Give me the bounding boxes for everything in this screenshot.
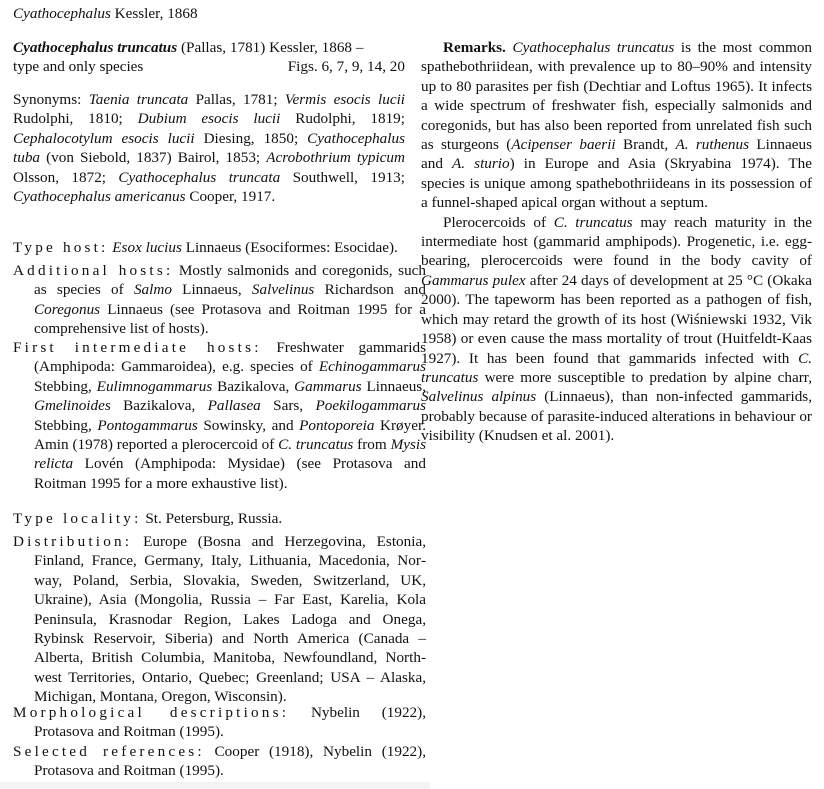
- italic-taxon: Acipenser baerii: [511, 136, 616, 154]
- selected-references-entry: [13, 742, 426, 781]
- remarks-section: [421, 38, 812, 446]
- paragraph-body: Plerocercoids of C. truncatus may reach maturity in the intermediate host (gammarid amphipods). Progenetic, i.e. egg-bearing, plerocercoids were found in the body cavity of Gammarus pulex after 24 days of development at 25 °C (Okaka 2000). The tapeworm has been reported as a pathogen of fish, which may retard the growth of its host (Wiśniewski 1932, Vik 1958) or even cause the mass mortality of trout (Huitfeldt-Kaas 1927). It has been found that gammarids infected with C. truncatus were more susceptible to predation by alpine charr, Salvelinus alpinus (Linnaeus), than non-infected gammarids, probably because of parasite-induced alterations in behaviour or visibility (Knudsen et al. 2001).: [421, 213, 812, 445]
- italic-taxon: Coregonus: [34, 300, 101, 318]
- remarks-paragraph-1: [421, 38, 812, 213]
- italic-taxon: Eulimnogammarus: [96, 377, 213, 395]
- entry-label: Morphological descriptions:: [13, 704, 290, 721]
- italic-taxon: Taenia truncata: [88, 91, 189, 108]
- remarks-paragraph-2: [421, 213, 812, 446]
- italic-taxon: Cyathocephalus truncata: [118, 168, 281, 186]
- italic-taxon: Gammarus: [294, 377, 362, 395]
- italic-taxon: Cyathocephalus americanus: [13, 188, 186, 206]
- entry-label: First intermediate hosts:: [13, 339, 262, 356]
- paragraph-body: Cyathocephalus truncatus is the most common spathebothriidean, with prevalence up to 80–90% and intensity up to 80 parasites per fish (Dechtiar and Loftus 1965). It infects a wide spectrum of freshwater fish, especially salmonids and coregonids, but has also been reported from unrelated fish such as sturgeons (Acipenser baerii Brandt, A. ruthenus Linnaeus and A. sturio) in Europe and Asia (Skryabina 1974). The species is unique among spathebothriideans in its possession of a funnel-shaped apical organ without a septum.: [421, 39, 813, 212]
- entry-body: St. Petersburg, Russia.: [141, 510, 283, 527]
- italic-taxon: C. truncatus: [278, 436, 354, 454]
- entry-body: Esox lucius Linnaeus (Esociformes: Esocidae).: [112, 239, 398, 256]
- italic-taxon: Acrobothrium typicum: [266, 149, 405, 167]
- synonyms-paragraph: [13, 90, 405, 206]
- species-name: Cyathocephalus truncatus: [13, 39, 178, 56]
- italic-taxon: C. truncatus: [421, 349, 812, 386]
- italic-taxon: A. sturio: [452, 155, 510, 173]
- entry-body: Mostly salmonids and coregonids, such as species of Salmo Linnaeus, Salvelinus Richardson and Coregonus Linnaeus (see Protasova and Roitman 1995 for a comprehensive list of hosts).: [34, 262, 427, 338]
- italic-taxon: Cyathocephalus tuba: [13, 129, 405, 167]
- italic-taxon: Gmelinoides: [34, 397, 111, 415]
- italic-taxon: C. truncatus: [553, 213, 633, 231]
- morphological-descriptions-entry: [13, 703, 426, 742]
- entry-label: Type host:: [13, 239, 109, 256]
- italic-taxon: Poekilogammarus: [315, 397, 426, 415]
- species-author: (Pallas, 1781) Kessler, 1868 –: [177, 39, 364, 56]
- genus-author: Kessler, 1868: [110, 5, 198, 22]
- italic-taxon: Cephalocotylum esocis lucii: [13, 129, 195, 147]
- italic-taxon: Cyathocephalus truncatus: [512, 39, 675, 56]
- type-host-entry: [13, 238, 426, 257]
- entry-label: Distribution:: [13, 533, 133, 550]
- italic-taxon: Esox lucius: [112, 239, 182, 256]
- species-note: type and only species: [13, 58, 144, 76]
- page-bottom-edge: [0, 782, 430, 789]
- italic-taxon: Pontoporeia: [299, 416, 375, 434]
- entry-body: Freshwater gammarids (Amphipoda: Gammaroidea), e.g. species of Echinogammarus Stebbing, Eulimnogammarus Bazikalova, Gammarus Linnaeus, Gmelinoides Bazikalova, Pallasea Sars, Poekilogammarus Stebbing, Pontogammarus Sowinsky, and Pontoporeia Krøyer. Amin (1978) reported a plerocercoid of C. truncatus from Mysis relicta Lovén (Amphipoda: Mysidae) (see Protasova and Roitman 1995 for a more exhaustive list).: [34, 339, 426, 492]
- entry-label: Additional hosts:: [13, 262, 174, 279]
- figure-references: Figs. 6, 7, 9, 14, 20: [287, 58, 405, 76]
- italic-taxon: Salvelinus: [251, 281, 315, 299]
- entry-label: Selected references:: [13, 743, 205, 760]
- italic-taxon: Dubium esocis lucii: [137, 110, 281, 128]
- italic-taxon: A. ruthenus: [675, 136, 750, 154]
- remarks-label: Remarks.: [443, 39, 506, 56]
- italic-taxon: Salvelinus alpinus: [421, 388, 537, 406]
- entry-label: Type locality:: [13, 510, 142, 527]
- distribution-entry: [13, 532, 426, 707]
- italic-taxon: Salmo: [133, 281, 172, 299]
- entry-body: Europe (Bosna and Herzegovina, Estonia, Finland, France, Germany, Italy, Lithuania, Macedonia, Norway, Poland, Serbia, Slovakia, Sweden, Switzerland, UK, Ukraine), Asia (Mongolia, Russia – Far East, Karelia, Kola Peninsula, Krasnodar Region, Lakes Ladoga and Onega, Rybinsk Reservoir, Siberia) and North America (Canada – Alberta, British Columbia, Manitoba, Newfoundland, Northwest Territories, Ontario, Quebec; Greenland; USA – Alaska, Michigan, Montana, Oregon, Wisconsin).: [34, 533, 426, 706]
- italic-taxon: Pontogammarus: [97, 416, 198, 434]
- entry-body: Cooper (1918), Nybelin (1922), Protasova and Roitman (1995).: [34, 743, 426, 780]
- italic-taxon: Vermis esocis lucii: [284, 91, 406, 108]
- type-locality-entry: [13, 509, 426, 528]
- italic-taxon: Mysis relicta: [34, 436, 426, 473]
- genus-heading: [13, 4, 198, 23]
- synonyms-label: Synonyms:: [13, 91, 89, 108]
- additional-hosts-entry: [13, 261, 426, 339]
- first-intermediate-hosts-entry: [13, 338, 426, 493]
- species-heading: [13, 38, 405, 77]
- genus-name: Cyathocephalus: [13, 5, 111, 22]
- entry-body: Nybelin (1922), Protasova and Roitman (1995).: [34, 704, 427, 741]
- synonyms-body: Taenia truncata Pallas, 1781; Vermis esocis lucii Rudolphi, 1810; Dubium esocis lucii Rudolphi, 1819; Cephalocotylum esocis lucii Diesing, 1850; Cyathocephalus tuba (von Siebold, 1837) Bairol, 1853; Acrobothrium typicum Olsson, 1872; Cyathocephalus truncata Southwell, 1913; Cyathocephalus americanus Cooper, 1917.: [13, 91, 406, 206]
- italic-taxon: Echinogammarus: [318, 358, 426, 376]
- italic-taxon: Pallasea: [207, 397, 261, 415]
- italic-taxon: Gammarus pulex: [421, 271, 526, 289]
